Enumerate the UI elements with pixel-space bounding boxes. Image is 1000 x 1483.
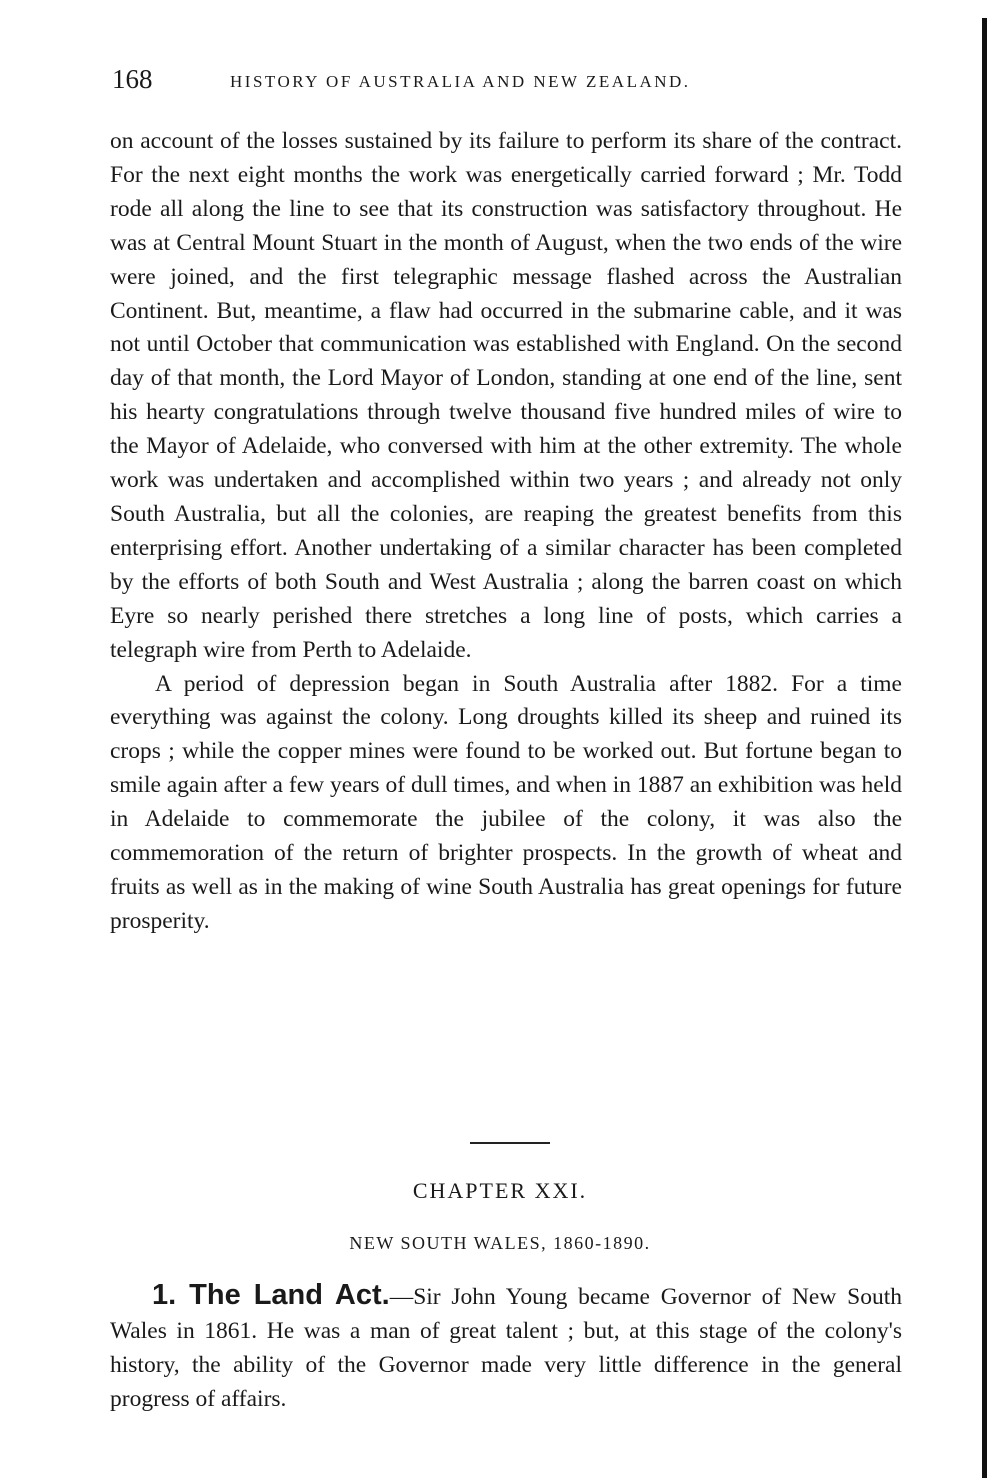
body-text (110, 125, 902, 939)
section-title: 1. The Land Act. (152, 1279, 390, 1311)
running-title: HISTORY OF AUSTRALIA AND NEW ZEALAND. (230, 72, 691, 91)
section-paragraph (110, 1278, 902, 1416)
page-number: 168 (112, 64, 153, 94)
page-edge-shadow (982, 18, 987, 1478)
chapter-heading: CHAPTER XXI. (412, 1178, 588, 1203)
section-divider (470, 1142, 550, 1144)
section-body: Sir John Young became Governor of New South Wales in 1861. He was a man of great talent ; but, at this stage of the colony's history, the ability of the Governor made very little difference in the general progress of affairs. (110, 1284, 902, 1412)
paragraph-telegraph: on account of the losses sustained by its failure to perform its share of the contract. For the next eight months the work was energetically carried forward ; Mr. Todd rode all along the line to see that its construction was satisfactory throughout. He was at Central Mount Stuart in the month of August, when the two ends of the wire were joined, and the first telegraphic message flashed across the Australian Continent. But, meantime, a flaw had occurred in the submarine cable, and it was not until October that communication was established with England. On the second day of that month, the Lord Mayor of London, standing at one end of the line, sent his hearty congratulations through twelve thousand five hundred miles of wire to the Mayor of Adelaide, who conversed with him at the other extremity. The whole work was undertaken and accomplished within two years ; and already not only South Australia, but all the colonies, are reaping the greatest benefits from this enterprising effort. Another undertaking of a similar character has been completed by the efforts of both South and West Australia ; along the barren coast on which Eyre so nearly perished there stretches a long line of posts, which carries a telegraph wire from Perth to Adelaide. (110, 128, 902, 663)
running-head (110, 64, 910, 100)
paragraph-depression: A period of depression began in South Australia after 1882. For a time everything was against the colony. Long droughts killed its sheep and ruined its crops ; while the copper mines were found to be worked out. But fortune began to smile again after a few years of dull times, and when in 1887 an exhibition was held in Adelaide to commemorate the jubilee of the colony, it was also the commemoration of the return of brighter prospects. In the growth of wheat and fruits as well as in the making of wine South Australia has great openings for future prosperity. (110, 670, 902, 934)
section-dash: — (389, 1284, 414, 1310)
chapter-subtitle: NEW SOUTH WALES, 1860-1890. (349, 1233, 651, 1253)
section-land-act (110, 1278, 902, 1416)
